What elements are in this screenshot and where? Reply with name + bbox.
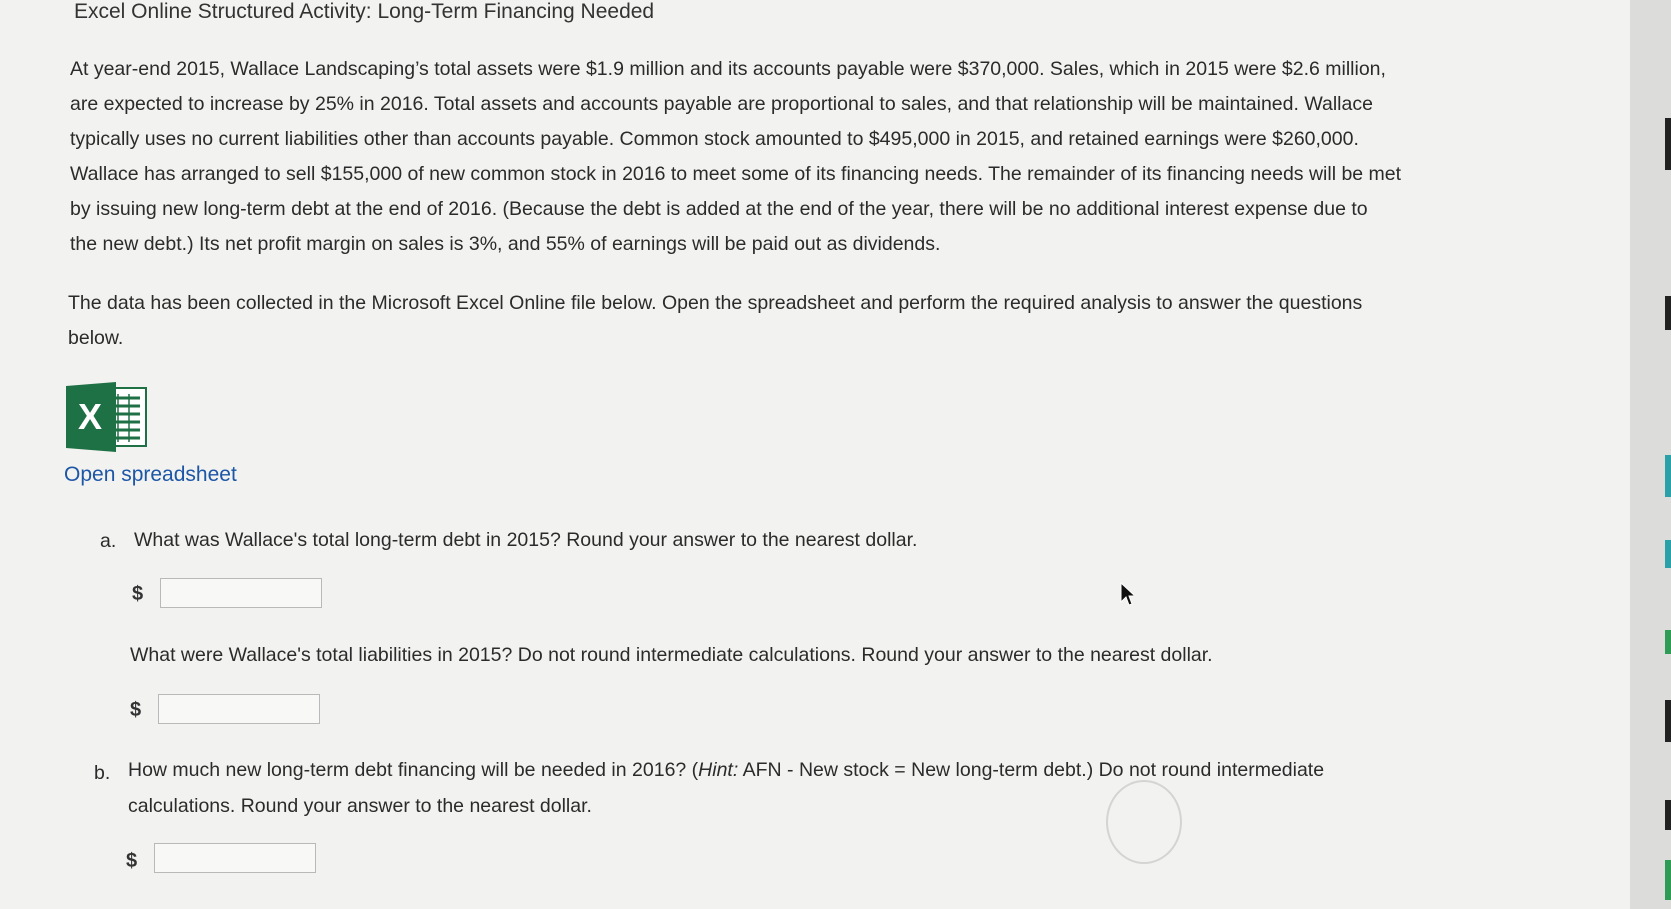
problem-line: Wallace has arranged to sell $155,000 of new common stock in 2016 to meet some of its financing needs. The remainder of its financing needs will be met	[70, 163, 1402, 185]
open-spreadsheet-link[interactable]: Open spreadsheet	[64, 463, 237, 486]
question-a-text: What was Wallace's total long-term debt in 2015? Round your answer to the nearest dollar.	[134, 529, 918, 551]
hint-label: Hint:	[698, 759, 739, 781]
instructions-line: The data has been collected in the Microsoft Excel Online file below. Open the spreadsheet and perform the required analysis to answer the questions	[68, 292, 1363, 314]
question-a-sub-answer-input[interactable]	[158, 694, 320, 724]
edge-marker	[1665, 800, 1671, 830]
page-title: Excel Online Structured Activity: Long-Term Financing Needed	[74, 0, 655, 23]
mouse-pointer-icon	[1120, 582, 1134, 606]
question-a-letter: a.	[100, 530, 117, 552]
loading-spinner-icon	[1106, 780, 1182, 864]
problem-line: the new debt.) Its net profit margin on sales is 3%, and 55% of earnings will be paid out as dividends.	[70, 233, 941, 255]
window-edge	[1630, 0, 1671, 909]
problem-line: typically uses no current liabilities other than accounts payable. Common stock amounted to $495,000 in 2015, and retained earnings were $260,000.	[70, 128, 1359, 150]
question-b-line: calculations. Round your answer to the nearest dollar.	[128, 795, 592, 817]
question-b-text-part: How much new long-term debt financing will be needed in 2016? (	[128, 759, 699, 781]
edge-marker	[1665, 860, 1671, 900]
question-b-letter: b.	[94, 762, 111, 784]
question-b-text-part: AFN - New stock = New long-term debt.) Do not round intermediate	[738, 759, 1325, 781]
problem-line: are expected to increase by 25% in 2016. Total assets and accounts payable are proportional to sales, and that relationship will be maintained. Wallace	[70, 93, 1373, 115]
data-instructions	[68, 286, 1538, 356]
question-b-currency: $	[126, 850, 138, 872]
instructions-line: below.	[68, 327, 124, 349]
edge-marker	[1665, 455, 1671, 497]
problem-line: At year-end 2015, Wallace Landscaping’s total assets were $1.9 million and its accounts payable were $370,000. Sales, which in 2015 were $2.6 million,	[70, 58, 1386, 80]
question-a-answer-input[interactable]	[160, 578, 322, 608]
problem-line: by issuing new long-term debt at the end of 2016. (Because the debt is added at the end of the year, there will be no additional interest expense due to	[70, 198, 1368, 220]
excel-icon-letter: X	[77, 396, 103, 437]
problem-statement	[70, 52, 1580, 262]
excel-icon[interactable]	[66, 382, 150, 452]
edge-marker	[1665, 700, 1671, 742]
question-a-currency: $	[132, 583, 144, 605]
question-a-sub-currency: $	[130, 699, 142, 721]
question-b-answer-input[interactable]	[154, 843, 316, 873]
question-a-sub-text: What were Wallace's total liabilities in 2015? Do not round intermediate calculations. Round your answer to the nearest dollar.	[130, 644, 1213, 666]
edge-marker	[1665, 540, 1671, 568]
edge-marker	[1665, 296, 1671, 330]
edge-marker	[1665, 118, 1671, 170]
edge-marker	[1665, 630, 1671, 654]
